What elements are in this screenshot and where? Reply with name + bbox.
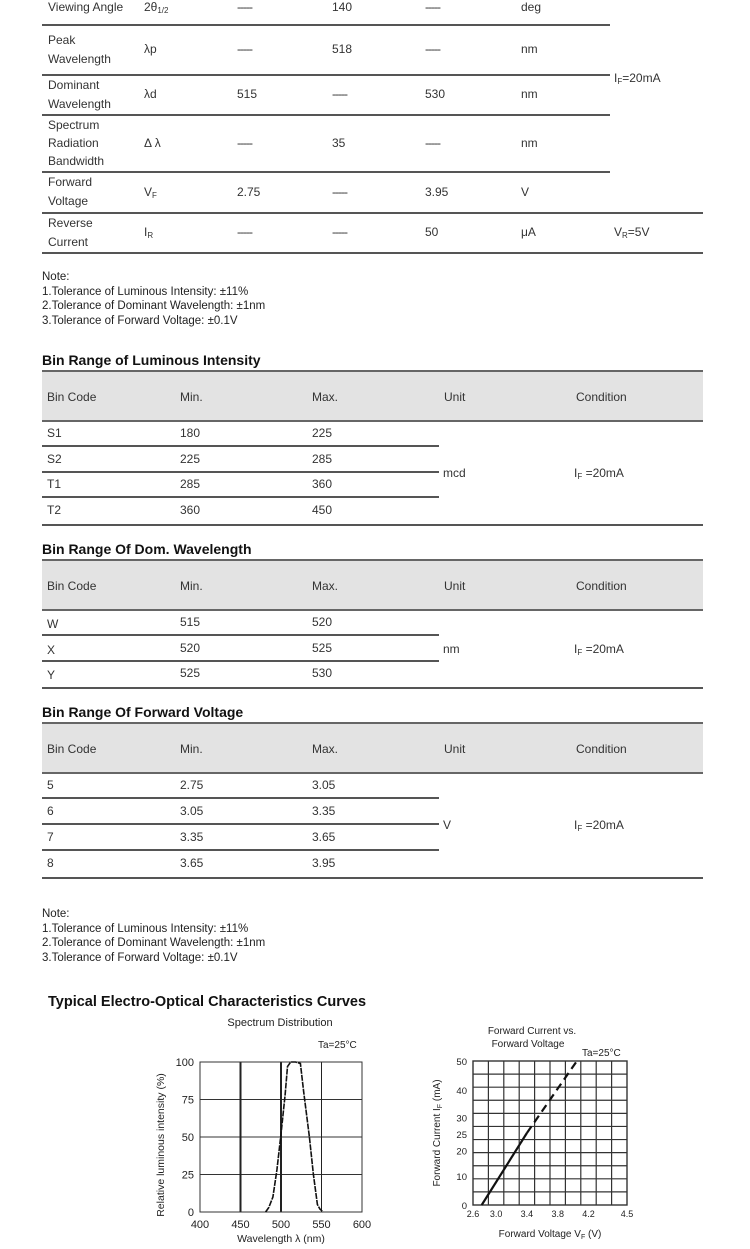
value-max: 530	[425, 87, 446, 101]
column-header: Min.	[180, 742, 203, 756]
y-tick-label: 25	[456, 1130, 467, 1141]
symbol-subscript: R	[147, 231, 154, 240]
min-value: 3.65	[180, 856, 204, 870]
max-value: 450	[312, 503, 333, 517]
row-divider	[42, 114, 610, 116]
row-divider	[42, 74, 610, 76]
x-axis-label	[499, 1229, 602, 1241]
bin-code: Y	[47, 668, 56, 682]
y-tick-label: 30	[456, 1113, 467, 1125]
table-bottom-border	[42, 524, 703, 526]
bin-table-header	[42, 559, 703, 611]
column-header: Bin Code	[47, 390, 97, 404]
parameter-name: Bandwidth	[48, 153, 105, 168]
x-tick-label: 2.6	[466, 1209, 480, 1219]
condition-sub: F	[577, 471, 583, 481]
symbol	[144, 42, 157, 56]
condition-sub: F	[577, 824, 583, 833]
x-tick-label: 450	[231, 1219, 250, 1231]
table-bottom-border	[42, 877, 703, 879]
forward-current-chart	[420, 1020, 650, 1249]
value-min: -----	[237, 135, 252, 150]
parameter-name: Voltage	[48, 194, 89, 208]
symbol	[144, 185, 157, 199]
chart-title: Spectrum Distribution	[227, 1017, 333, 1029]
condition-rest: =20mA	[582, 818, 624, 832]
x-tick-label: 3.0	[489, 1209, 503, 1219]
column-header: Max.	[312, 390, 339, 404]
value-max: 3.95	[425, 184, 449, 199]
parameter-name: Viewing Angle	[48, 0, 124, 14]
condition-value	[574, 818, 624, 832]
chart-title-line: Forward Voltage	[491, 1039, 565, 1050]
column-header: Min.	[180, 579, 203, 593]
table-bottom-border	[42, 687, 703, 689]
bin-row	[42, 421, 703, 445]
condition-sub: R	[622, 231, 628, 240]
parameter-name: Wavelength	[48, 51, 111, 66]
min-value: 285	[180, 477, 201, 491]
min-value: 3.35	[180, 830, 204, 844]
row-divider	[42, 24, 610, 26]
value-typ: -----	[332, 225, 347, 239]
max-value: 3.35	[312, 804, 336, 818]
value-unit: nm	[521, 135, 538, 150]
y-tick-label: 40	[456, 1085, 467, 1097]
y-tick-label: 20	[456, 1146, 467, 1158]
y-axis-label-sub: F	[437, 1103, 444, 1109]
x-axis-label: Wavelength λ (nm)	[237, 1233, 325, 1245]
value-max: -----	[425, 0, 440, 14]
value-min: 2.75	[237, 184, 261, 199]
parameter-name: Spectrum	[48, 117, 100, 132]
max-value: 3.95	[312, 856, 336, 870]
y-tick-label: 10	[456, 1172, 467, 1184]
condition-if	[614, 71, 661, 85]
temperature-annotation: Ta=25°C	[582, 1048, 621, 1059]
column-header: Unit	[444, 579, 466, 593]
column-header: Unit	[444, 742, 466, 756]
symbol-subscript: F	[152, 190, 157, 200]
condition-value	[574, 642, 624, 656]
x-axis-label-unit: (V)	[585, 1229, 602, 1240]
min-value: 225	[180, 452, 201, 466]
min-value: 3.05	[180, 804, 204, 818]
column-header: Bin Code	[47, 579, 97, 593]
y-axis-label-unit: (mA)	[432, 1079, 443, 1104]
note-block-2	[42, 907, 265, 965]
note-item: 3.Tolerance of Forward Voltage: ±0.1V	[42, 314, 238, 327]
bin-table-title: Bin Range Of Forward Voltage	[42, 704, 244, 720]
bin-row	[42, 661, 703, 685]
y-axis-label	[432, 1079, 444, 1186]
max-value: 530	[312, 666, 333, 680]
spectrum-chart	[140, 1012, 400, 1249]
symbol	[144, 136, 161, 150]
min-value: 515	[180, 615, 201, 629]
parameter-name: Wavelength	[48, 96, 111, 111]
x-tick-label: 4.5	[620, 1209, 634, 1219]
y-tick-label: 50	[181, 1132, 194, 1144]
bin-table-title: Bin Range of Luminous Intensity	[42, 352, 261, 368]
bin-table	[42, 370, 703, 526]
x-tick-label: 3.4	[520, 1209, 534, 1219]
bin-code: T1	[47, 477, 62, 491]
min-value: 525	[180, 666, 201, 680]
bin-row	[42, 610, 703, 634]
value-typ: 35	[332, 135, 346, 150]
condition-rest: =5V	[627, 225, 650, 239]
condition-main: V	[614, 225, 623, 239]
y-tick-label: 100	[175, 1057, 194, 1069]
x-tick-label: 400	[190, 1219, 210, 1231]
note-item: 2.Tolerance of Dominant Wavelength: ±1nm	[42, 937, 266, 949]
y-tick-label: 0	[187, 1207, 194, 1219]
row-divider	[42, 171, 610, 173]
bin-code: 6	[47, 804, 54, 818]
x-tick-label: 600	[352, 1219, 372, 1231]
bin-table	[42, 559, 703, 689]
x-axis-label-text: Forward Voltage V	[498, 1229, 581, 1240]
column-header: Condition	[576, 579, 627, 593]
symbol-main: λd	[144, 87, 157, 101]
x-tick-label: 500	[271, 1219, 291, 1231]
min-value: 520	[180, 641, 201, 655]
min-value: 180	[180, 426, 201, 440]
curves-title: Typical Electro-Optical Characteristics Curves	[48, 994, 367, 1010]
parameter-name: Dominant	[48, 77, 100, 92]
value-min: -----	[237, 0, 252, 14]
x-axis-label-sub: F	[580, 1234, 586, 1241]
value-min: -----	[237, 42, 252, 56]
note-block-1	[42, 270, 265, 328]
row-divider	[42, 212, 703, 214]
symbol	[144, 225, 153, 239]
condition-vr	[614, 225, 649, 239]
row-divider	[42, 252, 703, 254]
bin-code: S1	[47, 426, 62, 440]
value-typ: 518	[332, 42, 353, 56]
note-title: Note:	[42, 908, 70, 920]
bin-code: 5	[47, 778, 54, 792]
y-tick-label: 25	[181, 1169, 194, 1182]
parameter-name: Reverse	[48, 215, 93, 230]
symbol	[144, 0, 168, 14]
symbol-main: I	[144, 225, 148, 239]
condition-main: I	[574, 818, 578, 832]
column-header: Min.	[180, 390, 203, 404]
column-header: Condition	[576, 390, 627, 404]
condition-rest: =20mA	[582, 641, 624, 656]
value-unit: nm	[521, 87, 538, 101]
unit-value: mcd	[443, 465, 466, 480]
max-value: 3.65	[312, 830, 336, 844]
y-tick-label: 75	[181, 1094, 194, 1107]
parameter-name: Radiation	[48, 135, 99, 150]
value-unit: μA	[521, 225, 536, 239]
y-tick-label: 0	[461, 1201, 467, 1212]
bin-table-header	[42, 370, 703, 422]
column-header: Max.	[312, 579, 339, 593]
value-max: 50	[425, 225, 439, 239]
value-typ: 140	[332, 0, 353, 14]
chart-title-line: Forward Current vs.	[487, 1026, 577, 1037]
symbol-main: λp	[144, 42, 157, 56]
x-tick-label: 3.8	[551, 1209, 564, 1219]
bin-code: 8	[47, 856, 54, 870]
bin-code: W	[47, 617, 59, 631]
max-value: 3.05	[312, 778, 336, 792]
bin-row	[42, 851, 703, 875]
max-value: 225	[312, 426, 333, 440]
max-value: 360	[312, 477, 333, 491]
bin-code: S2	[47, 452, 62, 466]
note-item: 1.Tolerance of Luminous Intensity: ±11%	[42, 285, 249, 298]
note-item: 1.Tolerance of Luminous Intensity: ±11%	[42, 922, 249, 935]
value-unit: deg	[521, 0, 542, 14]
value-unit: V	[521, 184, 530, 199]
max-value: 520	[312, 615, 333, 629]
bin-code: 7	[47, 830, 54, 844]
note-item: 2.Tolerance of Dominant Wavelength: ±1nm	[42, 300, 266, 312]
note-item: 3.Tolerance of Forward Voltage: ±0.1V	[42, 951, 238, 964]
max-value: 525	[312, 641, 333, 655]
parameter-name: Peak	[48, 32, 76, 47]
condition-sub: F	[617, 77, 623, 86]
value-typ: -----	[332, 87, 347, 101]
unit-value: V	[443, 818, 452, 832]
unit-value: nm	[443, 641, 460, 656]
condition-sub: F	[577, 647, 583, 657]
bin-table	[42, 722, 703, 879]
temperature-annotation: Ta=25°C	[318, 1040, 357, 1051]
bin-table-title: Bin Range Of Dom. Wavelength	[42, 541, 252, 557]
bin-code: X	[47, 643, 56, 657]
bin-table-header	[42, 722, 703, 774]
column-header: Max.	[312, 742, 339, 756]
y-axis-label-text: Forward Current I	[432, 1108, 443, 1187]
min-value: 2.75	[180, 778, 204, 792]
min-value: 360	[180, 503, 201, 517]
symbol-main: 2θ	[144, 0, 158, 14]
bin-row	[42, 773, 703, 797]
condition-rest: =20mA	[582, 465, 624, 480]
symbol	[144, 87, 157, 101]
symbol-main: Δ λ	[144, 135, 161, 150]
note-title: Note:	[42, 271, 70, 283]
value-typ: -----	[332, 184, 347, 199]
value-max: -----	[425, 42, 440, 56]
condition-main: I	[574, 465, 578, 480]
symbol-main: V	[144, 184, 153, 199]
condition-value	[574, 466, 624, 480]
column-header: Unit	[444, 390, 466, 404]
bin-code: T2	[47, 503, 62, 517]
column-header: Condition	[576, 742, 627, 756]
symbol-subscript: 1/2	[157, 6, 169, 15]
bin-row	[42, 498, 703, 522]
y-axis-label: Relative luminous intensity (%)	[155, 1073, 167, 1217]
condition-main: I	[574, 641, 578, 656]
column-header: Bin Code	[47, 742, 97, 756]
value-min: 515	[237, 87, 258, 101]
x-tick-label: 550	[312, 1219, 331, 1231]
condition-main: I	[614, 71, 618, 85]
x-tick-label: 4.2	[582, 1209, 595, 1219]
parameter-name: Forward	[48, 175, 93, 189]
max-value: 285	[312, 452, 333, 466]
y-tick-label: 50	[456, 1057, 467, 1068]
parameter-name: Current	[48, 234, 89, 249]
value-min: -----	[237, 225, 252, 239]
value-max: -----	[425, 135, 440, 150]
value-unit: nm	[521, 42, 538, 56]
condition-rest: =20mA	[622, 71, 661, 85]
